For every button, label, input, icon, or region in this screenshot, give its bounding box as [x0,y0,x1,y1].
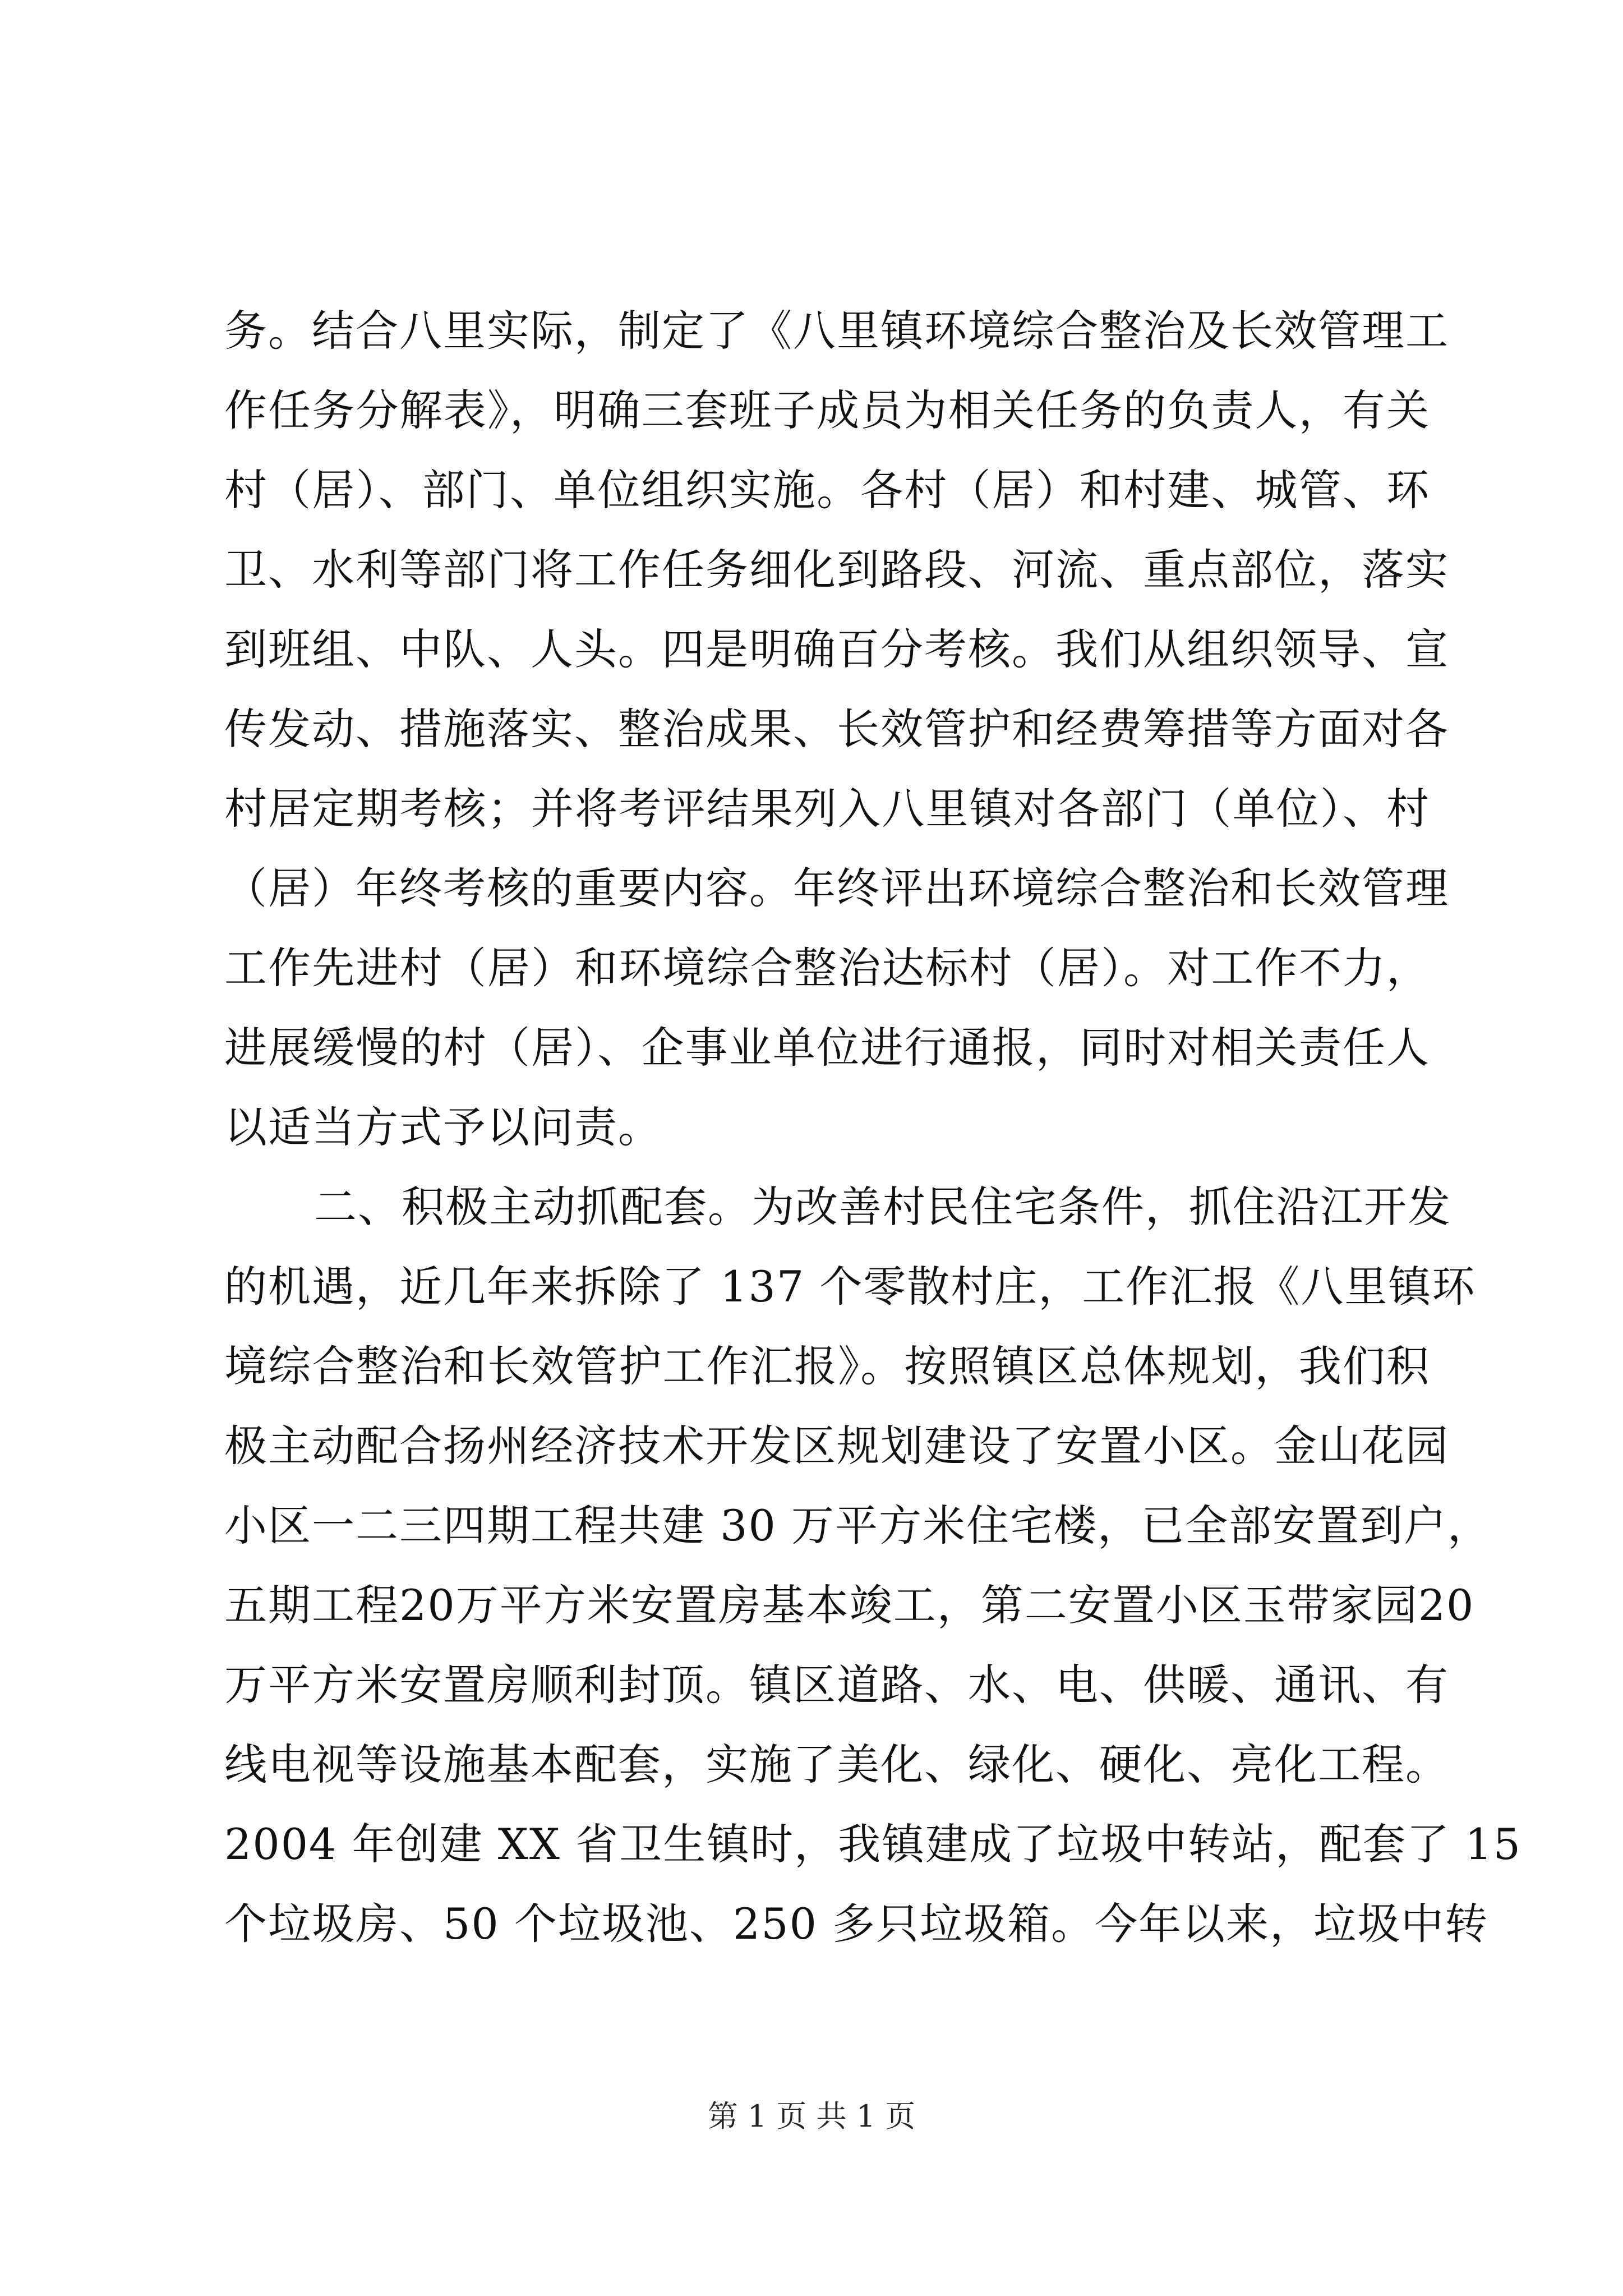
text-line: 线电视等设施基本配套，实施了美化、绿化、硬化、亮化工程。 [224,1740,1449,1789]
text-line: 小区一二三四期工程共建 30 万平方米住宅楼，已全部安置到户， [224,1501,1492,1550]
text-line: 的机遇，近几年来拆除了 137 个零散村庄，工作汇报《八里镇环 [224,1262,1476,1312]
text-line: 卫、水利等部门将工作任务细化到路段、河流、重点部位，落实 [224,545,1449,595]
text-line: 村（居）、部门、单位组织实施。各村（居）和村建、城管、环 [224,465,1430,515]
text-line: 万平方米安置房顺利封顶。镇区道路、水、电、供暖、通讯、有 [224,1660,1449,1710]
text-line: 个垃圾房、50 个垃圾池、250 多只垃圾箱。今年以来，垃圾中转 [224,1899,1489,1949]
text-line: 村居定期考核；并将考评结果列入八里镇对各部门（单位）、村 [224,784,1430,834]
text-line: 以适当方式予以问责。 [224,1102,662,1152]
text-line: 五期工程20万平方米安置房基本竣工，第二安置小区玉带家园20 [224,1580,1475,1630]
text-line: 传发动、措施落实、整治成果、长效管护和经费筹措等方面对各 [224,704,1449,754]
text-line: 作任务分解表》，明确三套班子成员为相关任务的负责人，有关 [224,385,1430,435]
paragraph-first-line: 二、积极主动抓配套。为改善村民住宅条件，抓住沿江开发 [314,1182,1451,1232]
text-line: （居）年终考核的重要内容。年终评出环境综合整治和长效管理 [224,863,1449,913]
text-line: 到班组、中队、人头。四是明确百分考核。我们从组织领导、宣 [224,624,1449,674]
text-line: 极主动配合扬州经济技术开发区规划建设了安置小区。金山花园 [224,1421,1449,1471]
text-line: 2004 年创建 XX 省卫生镇时，我镇建成了垃圾中转站，配套了 15 [224,1819,1521,1869]
text-line: 境综合整治和长效管护工作汇报》。按照镇区总体规划，我们积 [224,1341,1430,1391]
text-line: 务。结合八里实际，制定了《八里镇环境综合整治及长效管理工 [224,306,1449,356]
page-number-footer: 第 1 页 共 1 页 [707,2099,916,2134]
text-line: 工作先进村（居）和环境综合整治达标村（居）。对工作不力， [224,943,1430,993]
text-line: 进展缓慢的村（居）、企事业单位进行通报，同时对相关责任人 [224,1023,1430,1073]
